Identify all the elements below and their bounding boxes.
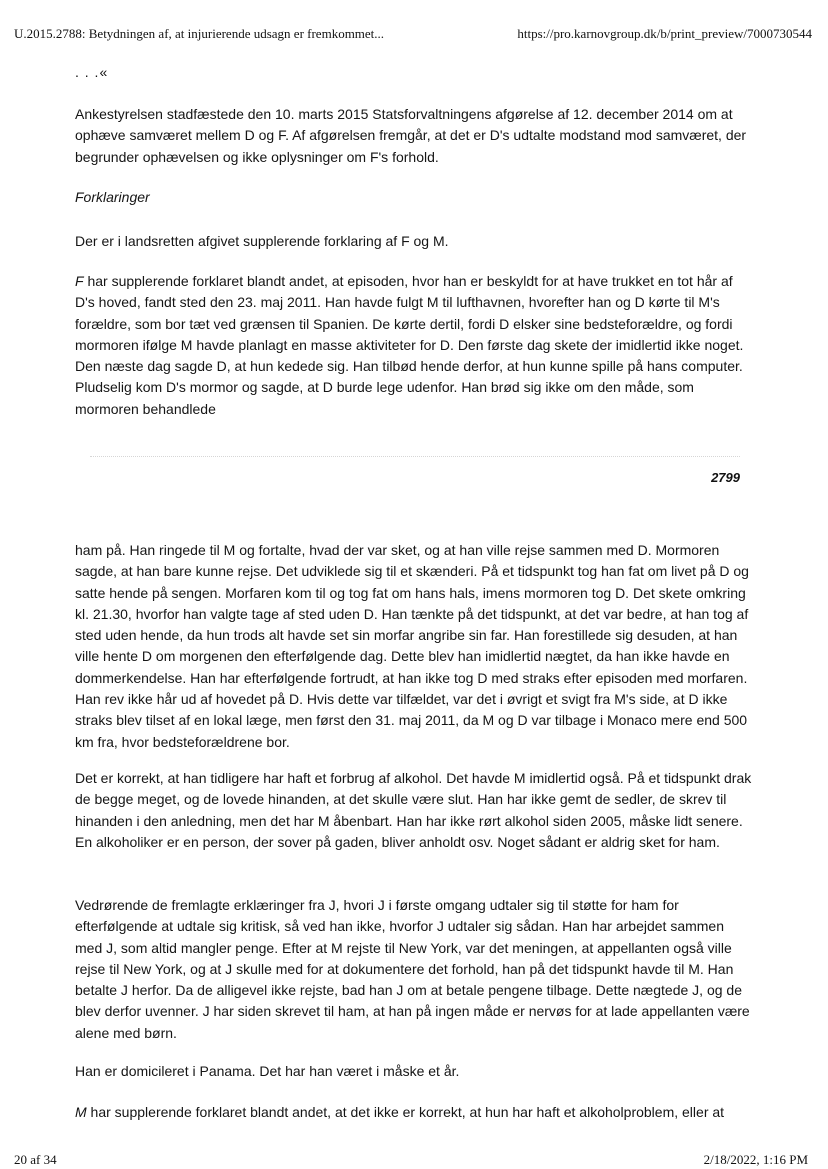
paragraph-m-text: har supplerende forklaret blandt andet, at det ikke er korrekt, at hun har haft et alkoholproblem, eller at [86,1104,725,1120]
page-counter: 20 af 34 [14,1152,57,1167]
page-break-divider [90,456,740,457]
paragraph-ankestyrelsen: Ankestyrelsen stadfæstede den 10. marts 2015 Statsforvaltningens afgørelse af 12. december 2014 om at ophæve samværet mellem D og F. Af afgørelsen fremgår, at det er D's udtalte modstand mod samværet, der begrunder ophævelsen og ikke oplysninger om F's forhold. [75,106,747,165]
paragraph-alcohol: Det er korrekt, at han tidligere har haft et forbrug af alkohol. Det havde M imidlertid også. På et tidspunkt drak de begge meget, og de lovede hinanden, at det skulle være slut. Han har ikke gemt de sedler, de skrev til hinanden i den anledning, men det har M åbenbart. Han har ikke rørt alkohol siden 2005, måske lidt senere. En alkoholiker er en person, der sover på gaden, bliver anholdt osv. Noget sådant er aldrig sket for ham. [75,770,752,850]
speaker-m: M [75,1104,87,1120]
paragraph-intro: Der er i landsretten afgivet supplerende forklaring af F og M. [75,233,449,249]
speaker-f: F [75,273,84,289]
document-url: https://pro.karnovgroup.dk/b/print_preview/7000730544 [517,26,812,41]
paragraph-continuation: ham på. Han ringede til M og fortalte, hvad der var sket, og at han ville rejse sammen med D. Mormoren sagde, at han bare kunne rejse. Det udviklede sig til et skænderi. På et tidspunkt tog han fat om livet på D og satte hende på sengen. Morfaren kom til og tog fat om hans hals, imens mormoren tog D. Det skete omkring kl. 21.30, hvorfor han valgte tage af sted uden D. Han tænkte på det tidspunkt, at det var bedre, at han tog af sted uden hende, da hun trods alt havde set sin morfar angribe sin far. Han forestillede sig desuden, at han ville hente D om morgenen den efterfølgende dag. Dette blev han imidlertid nægtet, da han ikke havde en dommerkendelse. Han har efterfølgende fortrudt, at han ikke tog D med straks efter episoden med morfaren. Han rev ikke hår ud af hovedet på D. Hvis dette var tilfældet, var det i øvrigt et svigt fra M's side, at D ikke straks blev tilset af en lokal læge, men først den 31. maj 2011, da M og D var tilbage i Monaco mere end 500 km fra, hvor bedsteforældrene bor. [75,542,749,750]
paragraph-f-statement [75,271,755,420]
quote-ellipsis: . . .« [75,64,109,80]
document-title: U.2015.2788: Betydningen af, at injurierende udsagn er fremkommet... [14,26,385,41]
paragraph-j-statements: Vedrørende de fremlagte erklæringer fra J, hvori J i første omgang udtaler sig til støtte for ham for efterfølgende at udtale sig kritisk, så ved han ikke, hvorfor J udtaler sig sådan. Han har arbejdet sammen med J, som altid mangler penge. Efter at M rejste til New York, var det meningen, at appellanten også ville rejse til New York, og at J skulle med for at dokumentere det forhold, han på det tidspunkt havde til M. Han betalte J herfor. Da de alligevel ikke rejste, bad han J om at betale pengene tilbage. Dette nægtede J, og de blev derfor uvenner. J har siden skrevet til ham, at han på ingen måde er nervøs for at lade appellanten være alene med børn. [75,897,750,1041]
section-heading: Forklaringer [75,189,150,205]
page-number: 2799 [711,470,740,485]
paragraph-f-text: har supplerende forklaret blandt andet, at episoden, hvor han er beskyldt for at have trukket en tot hår af D's hoved, fandt sted den 23. maj 2011. Han havde fulgt M til lufthavnen, hvorefter han og D kørte til M's forældre, som bor tæt ved grænsen til Spanien. De kørte dertil, fordi D elsker sine bedsteforældre, og fordi mormoren ifølge M havde planlagt en masse aktiviteter for D. Den første dag skete der imidlertid ikke noget. Den næste dag sagde D, at hun kedede sig. Han tilbød hende derfor, at hun kunne spille på hans computer. Pludselig kom D's mormor og sagde, at D burde lege udenfor. Han brød sig ikke om den måde, som mormoren behandlede [75,273,744,417]
paragraph-m-statement [75,1102,755,1123]
print-timestamp: 2/18/2022, 1:16 PM [703,1152,808,1167]
paragraph-domicile: Han er domicileret i Panama. Det har han været i måske et år. [75,1063,460,1079]
